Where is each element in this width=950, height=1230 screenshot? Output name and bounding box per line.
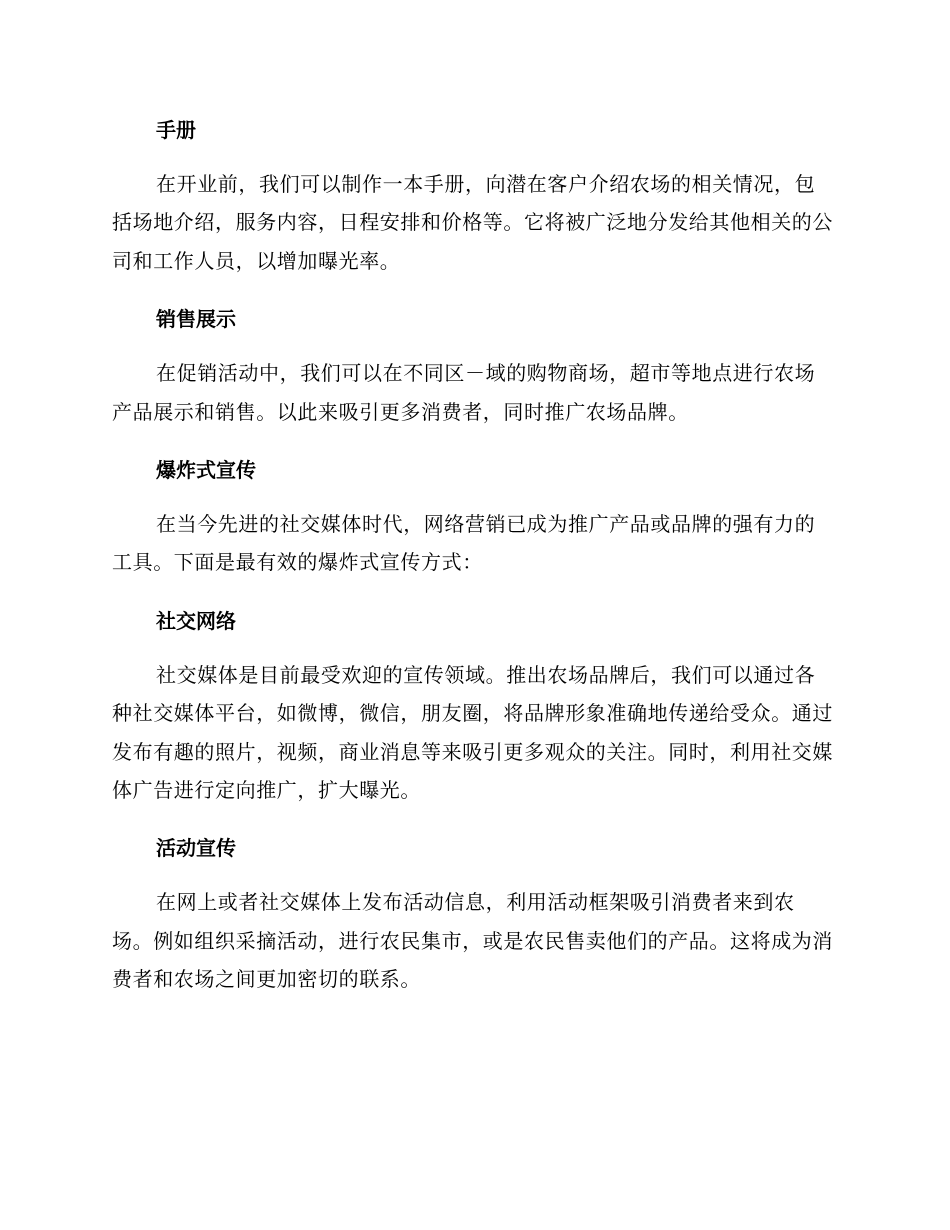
section-heading-social-network: 社交网络 [156, 608, 236, 633]
section-heading-sales-display: 销售展示 [156, 307, 236, 332]
section-paragraph-sales-display: 在促销活动中，我们可以在不同区－域的购物商场，超市等地点进行农场产品展示和销售。以此来吸引更多消费者，同时推广农场品牌。 [112, 361, 816, 424]
section-paragraph-social-network: 社交媒体是目前最受欢迎的宣传领域。推出农场品牌后，我们可以通过各种社交媒体平台，如微博，微信，朋友圈，将品牌形象准确地传递给受众。通过发布有趣的照片，视频，商业消息等来吸引更多观众的关注。同时，利用社交媒体广告进行定向推广，扩大曝光。 [112, 662, 833, 803]
section-heading-explosive-promotion: 爆炸式宣传 [156, 458, 256, 483]
document-body [112, 113, 834, 999]
section-paragraph-brochure: 在开业前，我们可以制作一本手册，向潜在客户介绍农场的相关情况，包括场地介绍，服务内容，日程安排和价格等。它将被广泛地分发给其他相关的公司和工作人员，以增加曝光率。 [112, 172, 833, 273]
section-paragraph-explosive-promotion: 在当今先进的社交媒体时代，网络营销已成为推广产品或品牌的强有力的工具。下面是最有效的爆炸式宣传方式： [112, 512, 816, 575]
section-heading-event-promotion: 活动宣传 [156, 836, 236, 861]
section-heading-brochure: 手册 [156, 118, 196, 142]
section-paragraph-event-promotion: 在网上或者社交媒体上发布活动信息，利用活动框架吸引消费者来到农场。例如组织采摘活动，进行农民集市，或是农民售卖他们的产品。这将成为消费者和农场之间更加密切的联系。 [112, 890, 833, 992]
